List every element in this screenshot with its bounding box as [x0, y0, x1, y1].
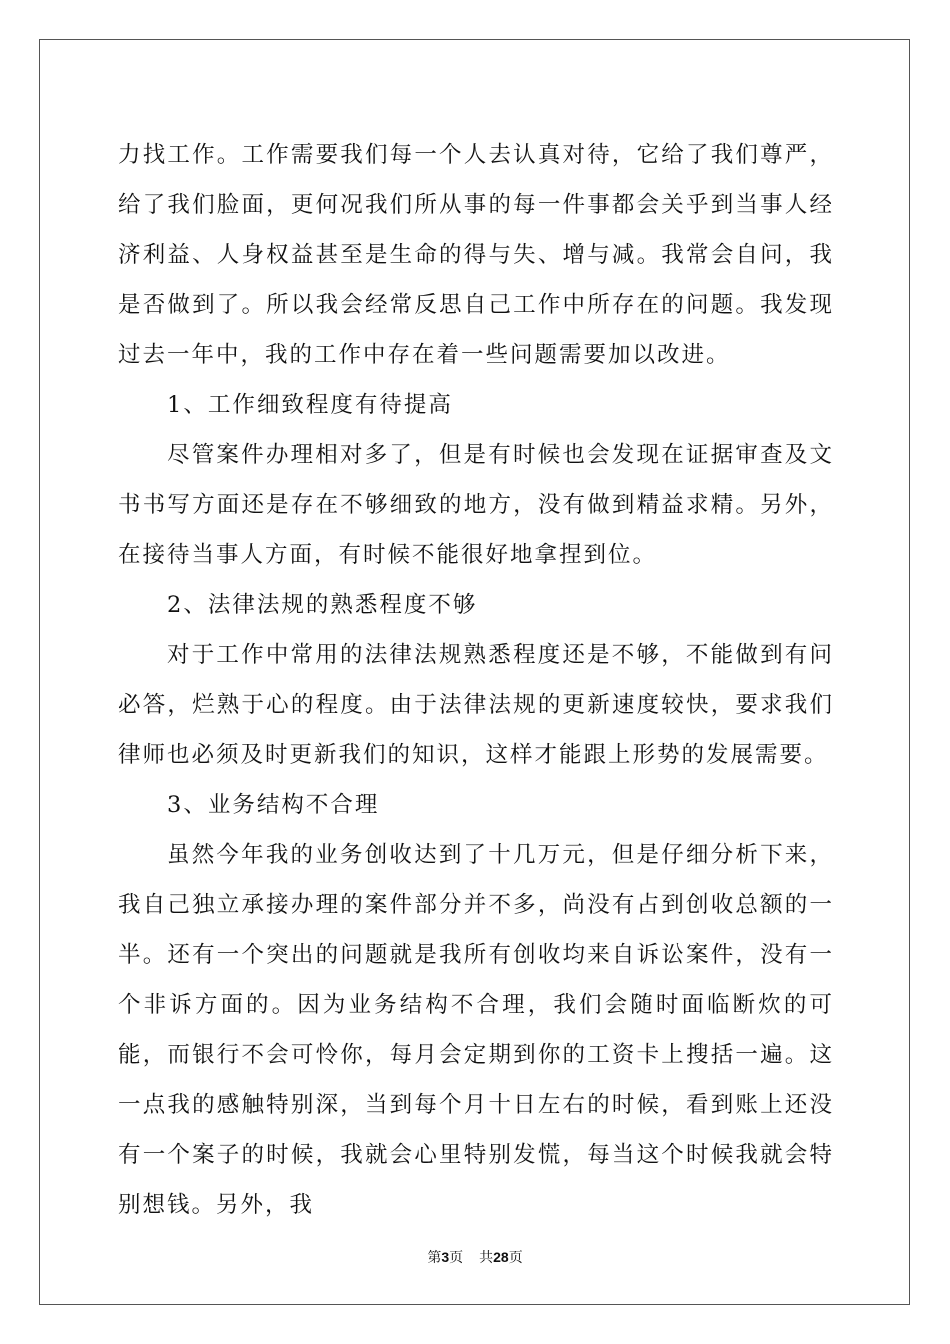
- paragraph-detail-level: 尽管案件办理相对多了，但是有时候也会发现在证据审查及文书书写方面还是存在不够细致的地方，没有做到精益求精。另外，在接待当事人方面，有时候不能很好地拿捏到位。: [118, 442, 834, 568]
- document-body: [118, 130, 834, 1230]
- footer-page-suffix: 页: [449, 1250, 464, 1266]
- page-footer: [0, 1247, 950, 1268]
- section-heading-2: 2、法律法规的熟悉程度不够: [167, 592, 478, 618]
- footer-page-prefix: 第: [427, 1250, 442, 1266]
- paragraph-continuation: 力找工作。工作需要我们每一个人去认真对待，它给了我们尊严，给了我们脸面，更何况我们所从事的每一件事都会关乎到当事人经济利益、人身权益甚至是生命的得与失、增与减。我常会自问，我是否做到了。所以我会经常反思自己工作中所存在的问题。我发现过去一年中，我的工作中存在着一些问题需要加以改进。: [118, 142, 834, 368]
- paragraph-law-familiarity: 对于工作中常用的法律法规熟悉程度还是不够，不能做到有问必答，烂熟于心的程度。由于法律法规的更新速度较快，要求我们律师也必须及时更新我们的知识，这样才能跟上形势的发展需要。: [118, 642, 834, 768]
- footer-total-pages: 28: [493, 1249, 509, 1265]
- paragraph-business-structure: 虽然今年我的业务创收达到了十几万元，但是仔细分析下来，我自己独立承接办理的案件部分并不多，尚没有占到创收总额的一半。还有一个突出的问题就是我所有创收均来自诉讼案件，没有一个非诉方面的。因为业务结构不合理，我们会随时面临断炊的可能，而银行不会可怜你，每月会定期到你的工资卡上搜括一遍。这一点我的感触特别深，当到每个月十日左右的时候，看到账上还没有一个案子的时候，我就会心里特别发慌，每当这个时候我就会特别想钱。另外，我: [118, 842, 834, 1218]
- footer-page-number: 3: [441, 1249, 450, 1265]
- footer-total-prefix: 共: [479, 1250, 494, 1266]
- section-heading-1: 1、工作细致程度有待提高: [167, 392, 453, 418]
- section-heading-3: 3、业务结构不合理: [167, 792, 380, 818]
- footer-total-suffix: 页: [508, 1250, 523, 1266]
